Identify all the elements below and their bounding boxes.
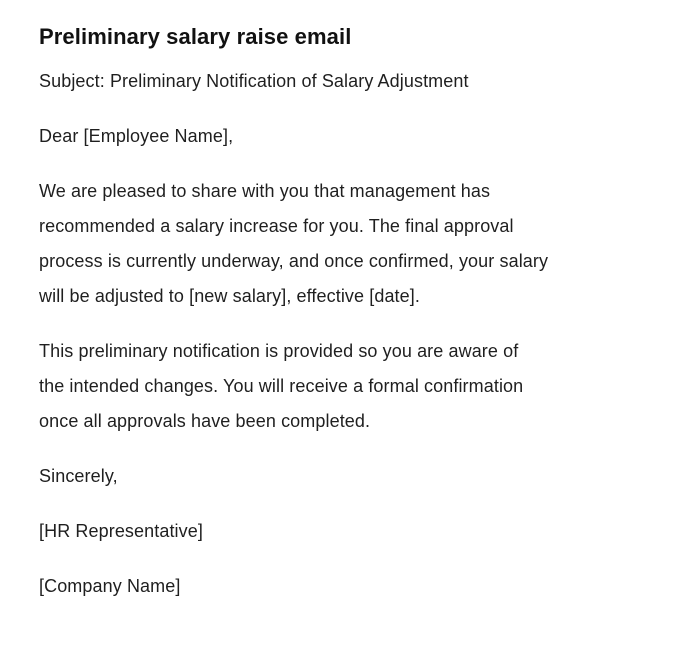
paragraph-subject [39,64,642,99]
text-line: once all approvals have been completed. [39,411,371,431]
text-line: This preliminary notification is provided so you are aware of [39,341,519,361]
paragraph-signature-name [39,514,642,549]
text-line: [Company Name] [39,576,181,596]
paragraph-salutation [39,119,642,154]
text-line: We are pleased to share with you that management has [39,181,491,201]
paragraph-body-1 [39,174,642,314]
paragraph-signature-company [39,569,642,604]
page-title: Preliminary salary raise email [39,24,352,49]
paragraph-closing [39,459,642,494]
text-line: [HR Representative] [39,521,203,541]
text-line: the intended changes. You will receive a formal confirmation [39,376,524,396]
text-line: Dear [Employee Name], [39,126,234,146]
text-line: process is currently underway, and once confirmed, your salary [39,251,549,271]
text-line: Sincerely, [39,466,118,486]
text-line: Subject: Preliminary Notification of Salary Adjustment [39,71,469,91]
text-line: will be adjusted to [new salary], effective [date]. [39,286,420,306]
paragraph-body-2 [39,334,642,439]
text-line: recommended a salary increase for you. The final approval [39,216,514,236]
